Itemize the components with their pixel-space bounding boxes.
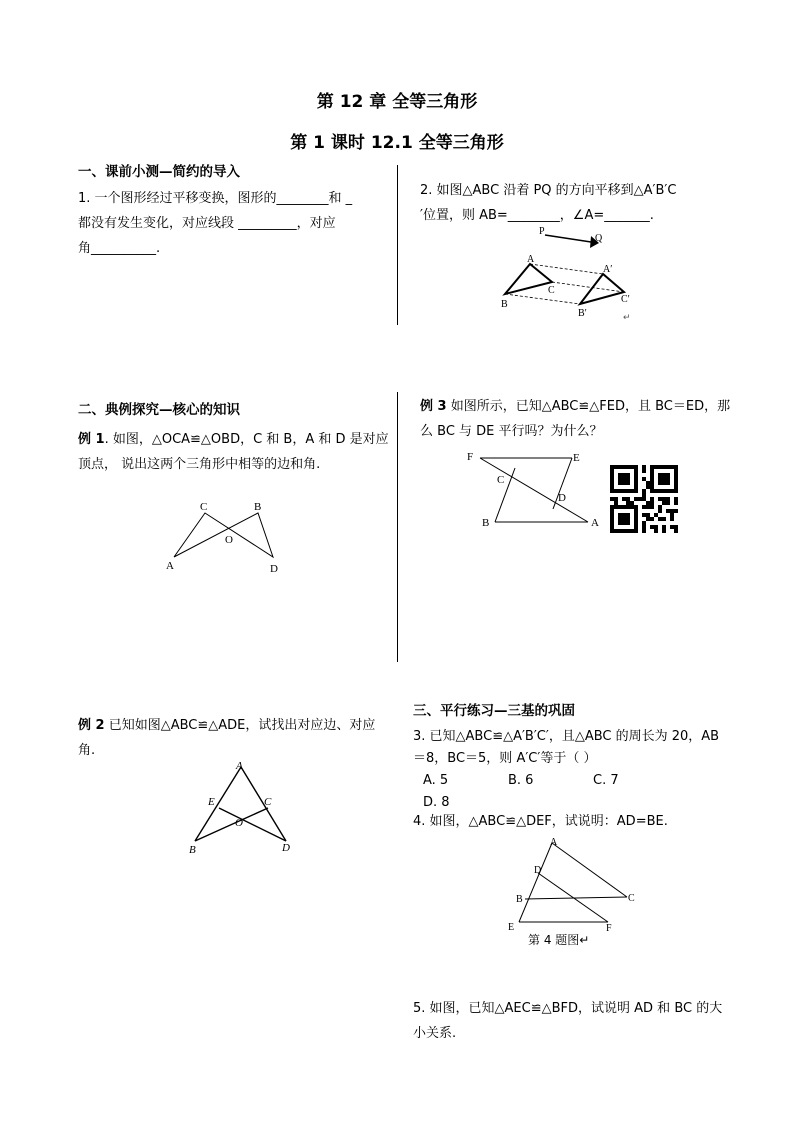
ex3-line-fa [480, 458, 588, 522]
q1-line-1: 1. 一个图形经过平移变换，图形的________和 _ [78, 191, 353, 206]
label-c-prime: C′ [621, 294, 630, 305]
ex3-line-1 [420, 394, 732, 419]
lesson-title: 第 1 课时 12.1 全等三角形 [290, 133, 504, 153]
question-2 [420, 178, 730, 228]
figure-4-caption: 第 4 题图↵ [528, 933, 590, 947]
ex1-label: 例 1 [78, 432, 105, 447]
example-1 [78, 427, 390, 477]
q3-options [413, 770, 733, 814]
column-divider-bottom [397, 392, 398, 662]
q3-line-2: ＝8，BC＝5，则 A′C′等于（ ） [413, 751, 597, 766]
question-4: 4. 如图，△ABC≌△DEF，试说明：AD=BE. [413, 814, 668, 829]
qr-code [610, 465, 678, 533]
q1-line-3: 角__________. [78, 241, 161, 256]
figure-example-2 [180, 755, 295, 855]
ex1-line-2: 顶点， 说出这两个三角形中相等的边和角. [78, 457, 321, 472]
ex3-label-d: D [558, 492, 566, 504]
ex3-label-c: C [497, 474, 505, 486]
figure-translation [495, 222, 645, 327]
ex3-text-1: 如图所示，已知△ABC≌△FED，且 BC＝ED，那 [446, 399, 731, 414]
ex1-label-b: B [254, 501, 262, 513]
ex1-label-o: O [225, 534, 233, 546]
question-3 [413, 726, 733, 814]
ex3-label: 例 3 [420, 399, 447, 414]
q4-label-c: C [628, 893, 635, 904]
section-heading-1: 一、课前小测—简约的导入 [78, 164, 240, 180]
label-a: A [527, 254, 535, 265]
ex2-text-1: 已知如图△ABC≌△ADE，试找出对应边、对应 [104, 718, 376, 733]
q4-label-e: E [508, 922, 515, 933]
figure-ex1-lines [174, 513, 273, 557]
question-1 [78, 186, 390, 261]
question-5 [413, 996, 733, 1046]
column-divider-top [397, 165, 398, 325]
ex3-label-a: A [591, 517, 599, 529]
label-b-prime: B′ [578, 308, 587, 319]
chapter-title: 第 12 章 全等三角形 [316, 92, 478, 112]
ex2-label: 例 2 [78, 718, 105, 733]
q4-label-d: D [534, 865, 542, 876]
ex2-label-c: C [264, 796, 272, 808]
q5-line-2: 小关系. [413, 1026, 457, 1041]
q4-label-f: F [606, 923, 612, 934]
q3-option-a: A. 5 [423, 773, 449, 788]
ex3-label-f: F [467, 451, 474, 463]
ex2-label-b: B [189, 844, 196, 855]
label-c: C [548, 285, 555, 296]
q4-label-b: B [516, 894, 523, 905]
q3-option-d: D. 8 [423, 795, 450, 810]
ex2-label-o: O [235, 817, 243, 829]
section-heading-2: 二、典例探究—核心的知识 [78, 402, 240, 418]
label-b: B [501, 299, 508, 310]
figure-question-4 [505, 835, 635, 935]
ex3-label-e: E [573, 452, 580, 464]
section-heading-3: 三、平行练习—三基的巩固 [413, 703, 575, 719]
q5-line-1: 5. 如图，已知△AEC≌△BFD，试说明 AD 和 BC 的大 [413, 1001, 723, 1016]
q1-line-2: 都没有发生变化，对应线段 _________，对应 [78, 216, 336, 231]
figure-example-1 [160, 495, 290, 575]
ex2-line-2: 角. [78, 743, 96, 758]
return-mark: ↵ [623, 312, 631, 322]
ex1-label-c: C [200, 501, 208, 513]
ex2-label-a: A [236, 760, 243, 772]
ex2-label-e: E [208, 796, 215, 808]
q2-line-2: ′位置，则 AB=________，∠A=_______. [420, 208, 654, 223]
q4-line-bc [525, 897, 627, 899]
q3-option-c: C. 7 [593, 773, 619, 788]
q2-line-1: 2. 如图△ABC 沿着 PQ 的方向平移到△A′B′C [420, 183, 677, 198]
q3-line-1: 3. 已知△ABC≌△A′B′C′，且△ABC 的周长为 20，AB [413, 729, 720, 744]
q4-label-a: A [550, 837, 558, 848]
label-p: P [539, 226, 545, 237]
ex1-text-1: . 如图，△OCA≌△OBD，C 和 B，A 和 D 是对应 [104, 432, 389, 447]
ex2-label-d: D [282, 842, 290, 854]
triangle-abc [505, 264, 552, 294]
label-a-prime: A′ [603, 264, 613, 275]
dashed-bb [505, 294, 580, 304]
q4-line-ac [552, 843, 627, 897]
label-q: Q [595, 233, 603, 244]
figure-example-3 [460, 445, 605, 535]
example-3 [420, 394, 732, 444]
q4-line-ae [519, 843, 552, 922]
q3-option-b: B. 6 [508, 773, 534, 788]
pq-arrow-line [545, 235, 591, 242]
ex3-line-2: 么 BC 与 DE 平行吗？为什么？ [420, 424, 603, 439]
ex1-line-1 [78, 427, 390, 452]
ex1-label-d: D [270, 563, 278, 575]
ex1-label-a: A [166, 560, 174, 572]
ex2-line-1 [78, 713, 390, 738]
ex3-label-b: B [482, 517, 490, 529]
